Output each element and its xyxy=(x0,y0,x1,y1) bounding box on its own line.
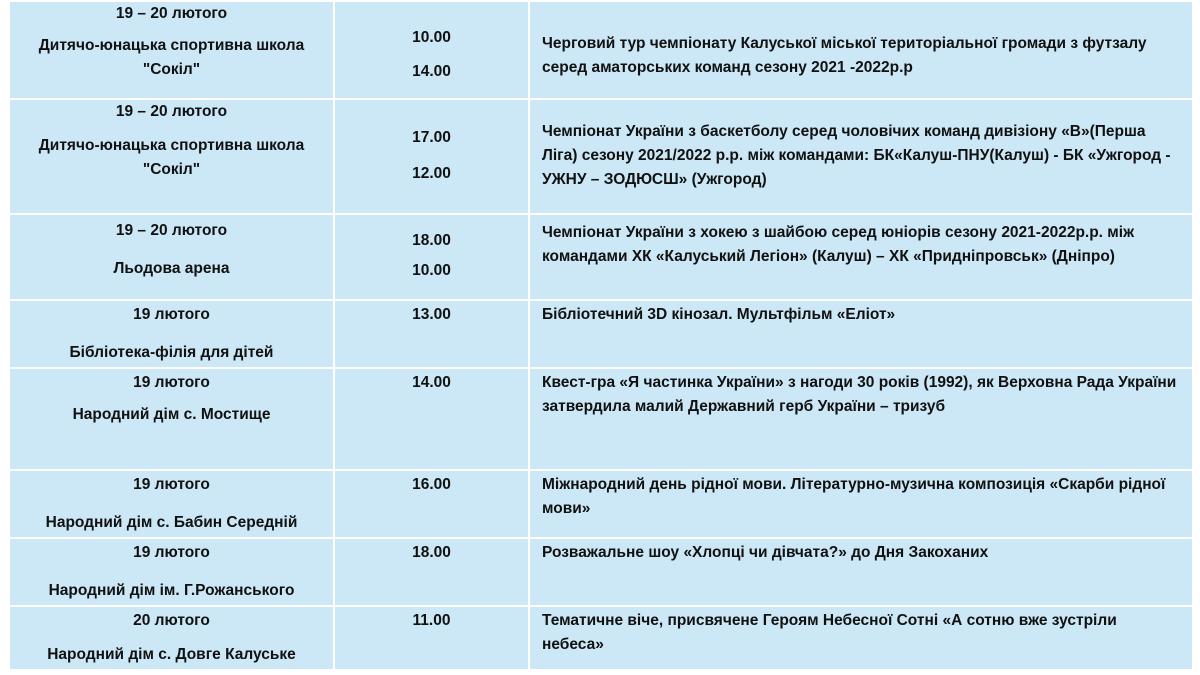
time-cell xyxy=(334,214,529,300)
table-row xyxy=(9,1,1193,99)
event-time: 14.00 xyxy=(412,374,451,391)
events-schedule xyxy=(8,0,1192,664)
event-date: 19 лютого xyxy=(133,374,210,391)
event-time: 18.00 xyxy=(412,232,451,249)
event-date: 20 лютого xyxy=(133,612,210,629)
event-description: Міжнародний день рідної мови. Літературно-музична композиція «Скарби рідної мови» xyxy=(542,476,1166,517)
date-venue-cell xyxy=(9,214,334,300)
time-cell xyxy=(334,368,529,470)
date-venue-cell xyxy=(9,300,334,368)
event-venue: Бібліотека-філія для дітей xyxy=(69,344,274,361)
time-cell xyxy=(334,1,529,99)
time-cell xyxy=(334,470,529,538)
event-description: Черговий тур чемпіонату Калуської міської територіальної громади з футзалу серед аматорських команд сезону 2021 -2022р.р xyxy=(542,35,1147,76)
table-row xyxy=(9,99,1193,214)
date-venue-cell xyxy=(9,99,334,214)
event-time: 10.00 xyxy=(412,262,451,279)
event-venue: Народний дім с. Мостище xyxy=(72,406,271,423)
event-date: 19 лютого xyxy=(133,544,210,561)
event-venue: Льодова арена xyxy=(113,260,230,277)
event-description: Тематичне віче, присвячене Героям Небесної Сотні «А сотню вже зустріли небеса» xyxy=(542,612,1117,653)
event-description: Чемпіонат України з хокею з шайбою серед юніорів сезону 2021-2022р.р. між командами ХК «Калуський Легіон» (Калуш) – ХК «Придніпровськ» (Дніпро) xyxy=(542,224,1135,265)
time-cell xyxy=(334,99,529,214)
event-description: Чемпіонат України з баскетболу серед чоловічих команд дивізіону «В»(Перша Ліга) сезону 2021/2022 р.р. між командами: БК«Калуш-ПНУ(Калуш) - БК «Ужгород - УЖНУ – ЗОДЮСШ» (Ужгород) xyxy=(542,123,1171,188)
description-cell xyxy=(529,214,1193,300)
event-description: Бібліотечний 3D кінозал. Мультфільм «Еліот» xyxy=(542,306,896,323)
table-row xyxy=(9,538,1193,606)
table-row xyxy=(9,368,1193,470)
table-row xyxy=(9,470,1193,538)
time-cell xyxy=(334,606,529,670)
description-cell xyxy=(529,368,1193,470)
event-time: 13.00 xyxy=(412,306,451,323)
event-time: 10.00 xyxy=(412,29,451,46)
date-venue-cell xyxy=(9,538,334,606)
date-venue-cell xyxy=(9,1,334,99)
event-date: 19 лютого xyxy=(133,306,210,323)
description-cell xyxy=(529,1,1193,99)
date-venue-cell xyxy=(9,606,334,670)
event-date: 19 – 20 лютого xyxy=(115,222,228,239)
date-venue-cell xyxy=(9,470,334,538)
events-table xyxy=(8,0,1194,671)
event-date: 19 лютого xyxy=(133,476,210,493)
description-cell xyxy=(529,99,1193,214)
date-venue-cell xyxy=(9,368,334,470)
description-cell xyxy=(529,538,1193,606)
table-row xyxy=(9,214,1193,300)
event-time: 18.00 xyxy=(412,544,451,561)
event-venue: Народний дім с. Бабин Середній xyxy=(45,514,298,531)
description-cell xyxy=(529,300,1193,368)
table-row xyxy=(9,300,1193,368)
event-time: 14.00 xyxy=(412,63,451,80)
time-cell xyxy=(334,538,529,606)
event-description: Квест-гра «Я частинка України» з нагоди 30 років (1992), як Верховна Рада України затвердила малий Державний герб України – тризуб xyxy=(542,374,1177,415)
event-time: 16.00 xyxy=(412,476,451,493)
description-cell xyxy=(529,606,1193,670)
event-date: 19 – 20 лютого xyxy=(115,5,228,22)
event-venue: Дитячо-юнацька спортивна школа "Сокіл" xyxy=(38,137,305,178)
table-row xyxy=(9,606,1193,670)
time-cell xyxy=(334,300,529,368)
event-time: 12.00 xyxy=(412,165,451,182)
description-cell xyxy=(529,470,1193,538)
event-venue: Народний дім ім. Г.Рожанського xyxy=(48,582,295,599)
event-time: 11.00 xyxy=(412,612,451,629)
event-venue: Дитячо-юнацька спортивна школа "Сокіл" xyxy=(38,37,305,78)
event-time: 17.00 xyxy=(412,129,451,146)
event-description: Розважальне шоу «Хлопці чи дівчата?» до Дня Закоханих xyxy=(542,544,989,561)
event-venue: Народний дім с. Довге Калуське xyxy=(47,646,296,663)
event-date: 19 – 20 лютого xyxy=(115,103,228,120)
